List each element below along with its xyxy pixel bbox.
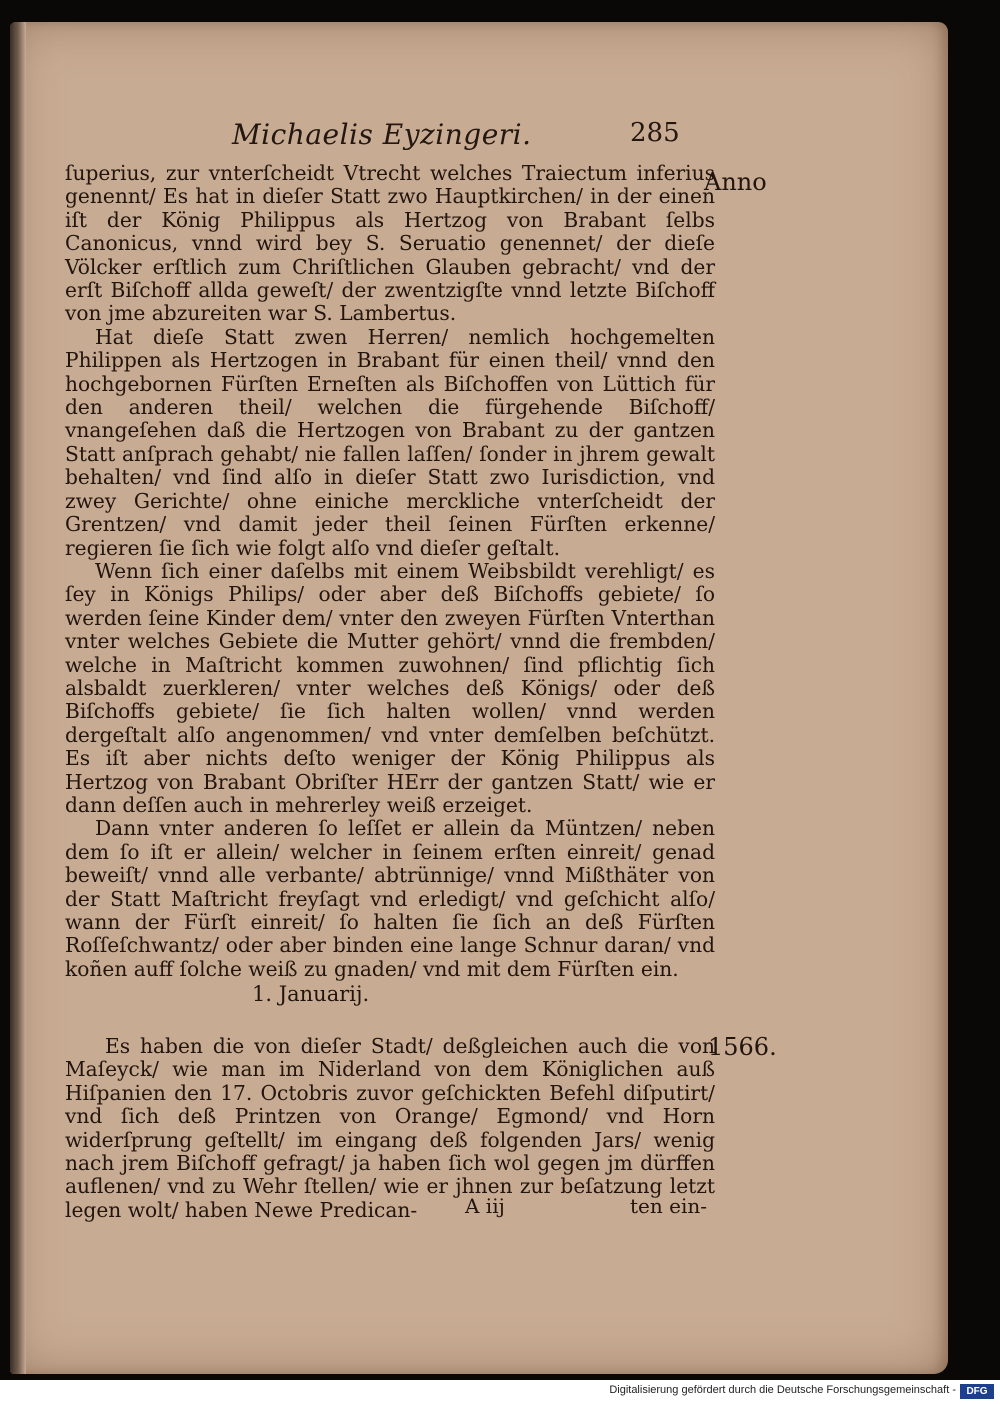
margin-note-anno: Anno: [704, 168, 767, 196]
page-gutter: [10, 22, 26, 1374]
paragraph: Hat dieſe Statt zwen Herren/ nemlich hochgemelten Philippen als Hertzogen in Brabant für einen theil/ vnnd den hochgebornen Fürſten Erneſten als Biſchoffen von Lüttich für den anderen theil/ welchen die fürgehende Biſchoff/ vnangeſehen daß die Hertzogen von Brabant zu der gantzen Statt anſprach gehabt/ nie fallen laſſen/ ſonder in jhrem gewalt behalten/ vnd ſind alſo in dieſer Statt zwo Iurisdiction, vnd zwey Gerichte/ ohne einiche merckliche vnterſcheidt der Grentzen/ vnd damit jeder theil ſeinen Fürſten erkenne/ regieren ſie ſich wie folgt alſo vnd dieſer geſtalt.: [65, 324, 715, 560]
catchword: ten ein-: [630, 1194, 707, 1218]
page-number: 285: [630, 118, 680, 148]
running-head: [10, 118, 948, 158]
main-text: [65, 162, 715, 981]
paragraph: Es haben die von dieſer Stadt/ deßgleichen auch die von Maſeyck/ wie man im Niderland von dem Königlichen auß Hiſpanien den 17. Octobris zuvor geſchickten Befehl diſputirt/ vnd ſich deß Printzen von Orange/ Egmond/ vnd Horn widerſprung geſtellt/ im eingang deß folgenden Jars/ wenig nach jrem Biſchoff gefragt/ ja haben ſich wol gegen jm dürffen auflenen/ vnd zu Wehr ſtellen/ wie er jhnen zur beſatzung letzt legen wolt/ haben Newe Predican-: [65, 1034, 715, 1222]
paragraph: ſuperius, zur vnterſcheidt Vtrecht welches Traiectum inferius genennt/ Es hat in dieſer Statt zwo Hauptkirchen/ in der einen iſt der König Philippus als Hertzog von Brabant ſelbs Canonicus, vnnd wird bey S. Seruatio genennet/ der dieſe Völcker erſtlich zum Chriſtlichen Glauben gebracht/ vnd der erſt Biſchoff allda geweſt/ der zwentzigſte vnnd letzte Biſchoff von jme abzureiten war S. Lambertus.: [65, 161, 715, 326]
section-text: [65, 1035, 715, 1222]
footer-bar: [0, 1380, 1000, 1404]
dfg-logo: DFG: [960, 1384, 994, 1399]
paragraph: Dann vnter anderen ſo leſſet er allein da Müntzen/ neben dem ſo iſt er allein/ welcher in ſeinem erſten einreit/ genad beweiſt/ vnnd alle verbante/ abtrünnige/ vnnd Mißthäter von der Statt Maſtricht freyſagt vnd erledigt/ vnd geſchicht alſo/ wann der Fürſt einreit/ ſo halten ſie ſich an deß Fürſten Roſſeſchwantz/ oder aber binden eine lange Schnur daran/ vnd koñen auff ſolche weiß zu gnaden/ vnd mit dem Fürſten ein.: [65, 816, 715, 981]
section-heading-date: 1. Januarij.: [252, 982, 370, 1006]
running-head-title: Michaelis Eyzingeri.: [232, 118, 532, 151]
signature-mark: A iij: [465, 1194, 505, 1218]
digitization-credit: Digitalisierung gefördert durch die Deutsche Forschungsgemeinschaft -: [609, 1384, 956, 1396]
margin-note-year: 1566.: [708, 1033, 777, 1061]
paragraph: Wenn ſich einer daſelbs mit einem Weibsbildt verehligt/ es ſey in Königs Philips/ oder aber deß Biſchoffs gebiete/ ſo werden ſeine Kinder dem/ vnter den zweyen Fürſten Vnterthan vnter welches Gebiete die Mutter gehört/ vnnd die frembden/ welche in Maſtricht kommen zuwohnen/ ſind pflichtig ſich alsbaldt zuerkleren/ vnter welches deß Königs/ oder deß Biſchoffs gebiete/ ſie ſich halten wollen/ vnnd werden dergeſtalt alſo angenommen/ vnd vnter demſelben beſchützt. Es iſt aber nichts deſto weniger der König Philippus als Hertzog von Brabant Obriſter HErr der gantzen Statt/ wie er dann deſſen auch in mehrerley weiß erzeiget.: [65, 558, 715, 817]
book-page: [10, 22, 948, 1374]
